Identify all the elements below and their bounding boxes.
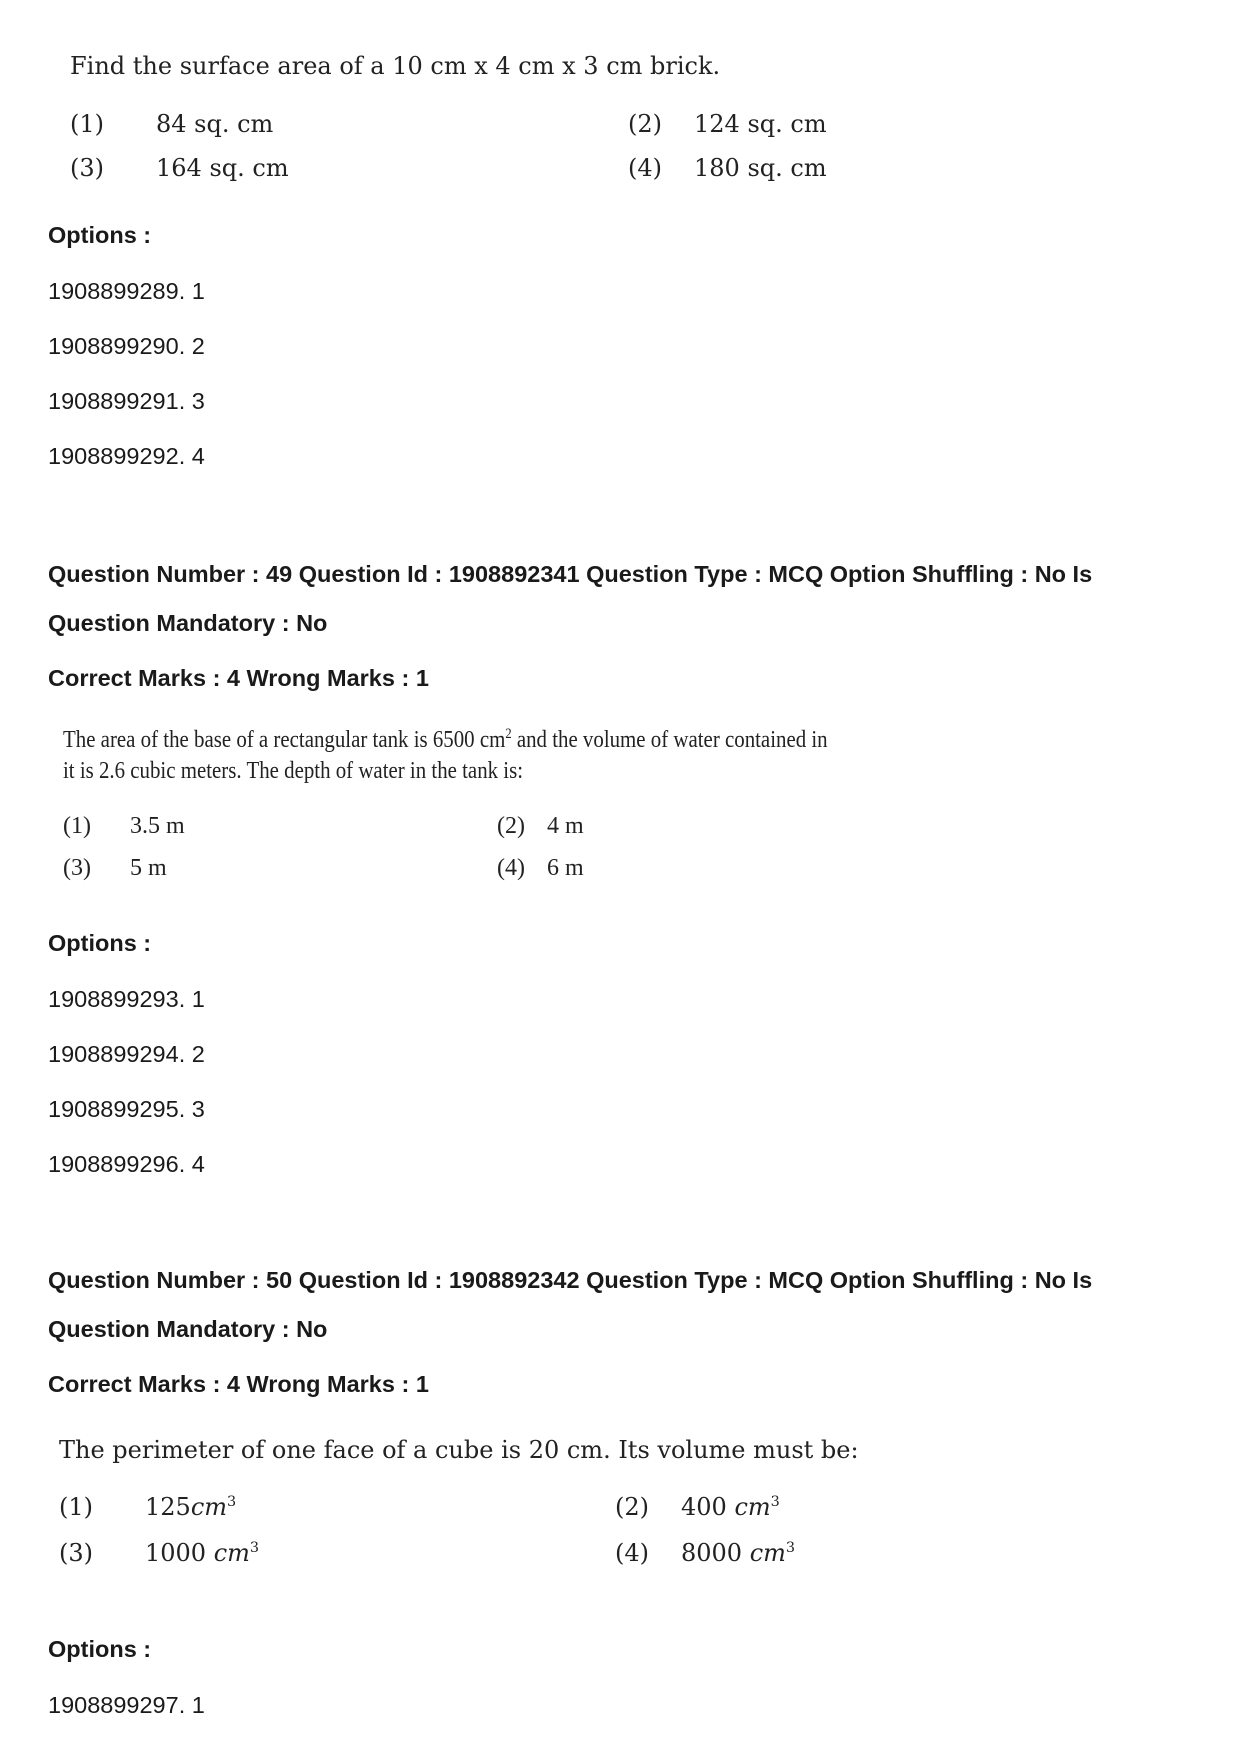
choice-text: 84 sq. cm bbox=[156, 110, 274, 138]
option-id: 1908899290. 2 bbox=[48, 333, 205, 359]
question-50-image bbox=[0, 1425, 1240, 1605]
choice-number: (3) bbox=[59, 1539, 93, 1567]
choice-text: 4 m bbox=[547, 813, 584, 839]
choice-number: (4) bbox=[628, 154, 662, 182]
question-50-marks: Correct Marks : 4 Wrong Marks : 1 bbox=[48, 1371, 429, 1397]
superscript: 2 bbox=[505, 726, 512, 742]
question-49-mandatory: Question Mandatory : No bbox=[48, 610, 328, 636]
choice-number: (2) bbox=[628, 110, 662, 138]
choice-number: (3) bbox=[63, 855, 91, 881]
options-label: Options : bbox=[48, 222, 152, 248]
question-49-stem-line-2: it is 2.6 cubic meters. The depth of water in the tank is: bbox=[63, 758, 524, 784]
question-50-meta: Question Number : 50 Question Id : 1908892342 Question Type : MCQ Option Shuffling : No Is bbox=[48, 1267, 1093, 1293]
choice-text: 164 sq. cm bbox=[156, 154, 289, 182]
option-id: 1908899293. 1 bbox=[48, 986, 205, 1012]
question-48-image bbox=[0, 0, 1240, 200]
choice-number: (4) bbox=[497, 855, 525, 881]
option-id: 1908899289. 1 bbox=[48, 278, 205, 304]
choice-number: (1) bbox=[59, 1493, 93, 1521]
choice-number: (3) bbox=[70, 154, 104, 182]
options-label: Options : bbox=[48, 1636, 152, 1662]
question-49-image bbox=[0, 720, 1240, 895]
choice-number: (1) bbox=[70, 110, 104, 138]
choice-text: 5 m bbox=[130, 855, 167, 881]
choice-number: (1) bbox=[63, 813, 91, 839]
choice-text: 124 sq. cm bbox=[694, 110, 827, 138]
option-id: 1908899296. 4 bbox=[48, 1151, 205, 1177]
choice-text: 180 sq. cm bbox=[694, 154, 827, 182]
choice-text: 6 m bbox=[547, 855, 584, 881]
option-id: 1908899295. 3 bbox=[48, 1096, 205, 1122]
choice-number: (4) bbox=[615, 1539, 649, 1567]
options-label: Options : bbox=[48, 930, 152, 956]
question-49-meta: Question Number : 49 Question Id : 1908892341 Question Type : MCQ Option Shuffling : No Is bbox=[48, 561, 1093, 587]
choice-value: $125cm^3$ bbox=[145, 1493, 237, 1521]
option-id: 1908899292. 4 bbox=[48, 443, 205, 469]
question-48-stem: Find the surface area of a 10 cm x 4 cm x 3 cm brick. bbox=[70, 52, 721, 80]
question-50-mandatory: Question Mandatory : No bbox=[48, 1316, 328, 1342]
option-id: 1908899297. 1 bbox=[48, 1692, 205, 1718]
option-id: 1908899291. 3 bbox=[48, 388, 205, 414]
choice-number: (2) bbox=[497, 813, 525, 839]
choice-text: 3.5 m bbox=[130, 813, 185, 839]
choice-value: 400 $cm^3$ bbox=[681, 1493, 780, 1521]
choice-value: 1000 $cm^3$ bbox=[145, 1539, 260, 1567]
question-49-stem-line-1: The area of the base of a rectangular tank is 6500 $cm^2$ and the volume of water contained in bbox=[63, 726, 828, 753]
choice-number: (2) bbox=[615, 1493, 649, 1521]
choice-value: 8000 $cm^3$ bbox=[681, 1539, 796, 1567]
question-49-marks: Correct Marks : 4 Wrong Marks : 1 bbox=[48, 665, 429, 691]
option-id: 1908899294. 2 bbox=[48, 1041, 205, 1067]
question-50-stem: The perimeter of one face of a cube is 20 cm. Its volume must be: bbox=[59, 1436, 859, 1464]
